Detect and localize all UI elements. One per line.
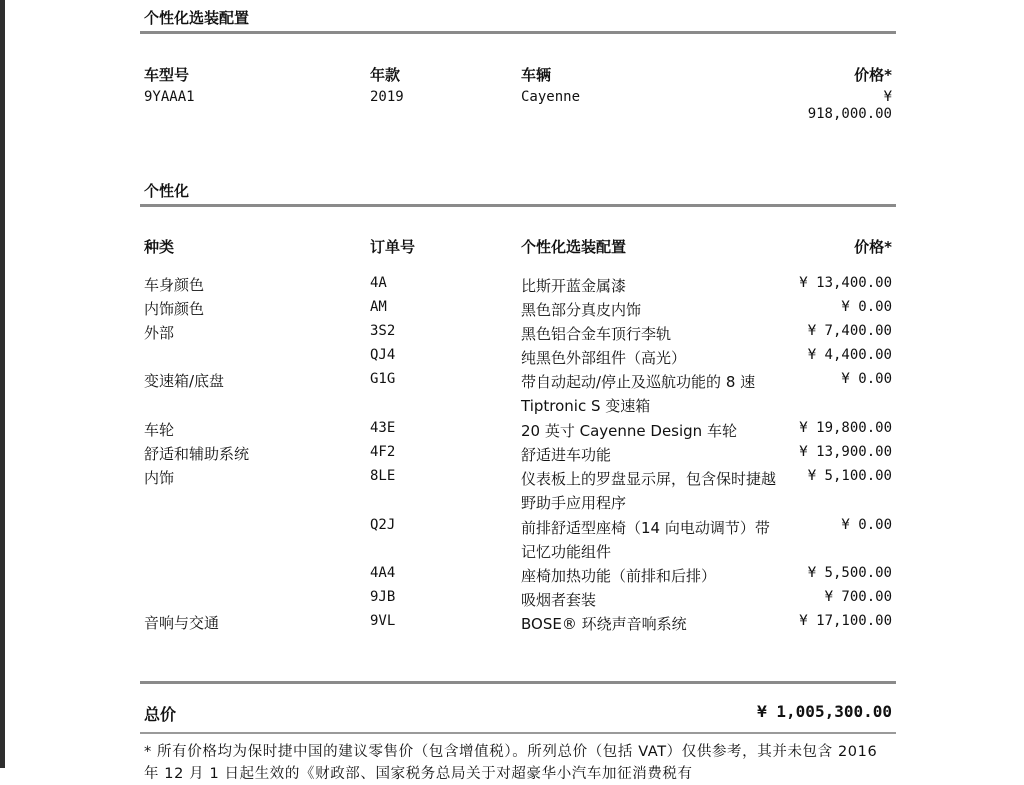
vehicle-value: Cayenne bbox=[521, 89, 581, 105]
row-code: 3S2 bbox=[370, 323, 396, 339]
row-category: 变速箱/底盘 bbox=[144, 372, 225, 390]
row-option: 吸烟者套装 bbox=[521, 591, 597, 609]
table-row bbox=[140, 588, 896, 612]
row-option: BOSE® 环绕声音响系统 bbox=[521, 615, 687, 633]
left-window-border bbox=[0, 0, 5, 768]
total-value: ¥ 1,005,300.00 bbox=[757, 702, 892, 721]
footnote: * 所有价格均为保时捷中国的建议零售价（包含增值税）。所列总价（包括 VAT）仅供参考，其并未包含 2016 年 12 月 1 日起生效的《财政部、国家税务总局关于对超豪华小汽车加征消费税有 bbox=[144, 744, 878, 782]
table-row bbox=[140, 274, 896, 298]
base-price-value: 918,000.00 bbox=[807, 106, 892, 122]
configuration-document bbox=[140, 0, 896, 782]
total-divider-bottom bbox=[140, 732, 896, 734]
row-option: 座椅加热功能（前排和后排） bbox=[521, 567, 717, 585]
row-option: 带自动起动/停止及巡航功能的 8 速 Tiptronic S 变速箱 bbox=[521, 373, 756, 415]
row-category: 外部 bbox=[144, 324, 175, 342]
row-code: 8LE bbox=[370, 468, 396, 484]
row-price: ¥ 13,400.00 bbox=[799, 275, 892, 291]
row-price: ¥ 5,500.00 bbox=[807, 565, 892, 581]
table-row bbox=[140, 516, 896, 564]
section-divider bbox=[140, 31, 896, 34]
row-price: ¥ 4,400.00 bbox=[807, 347, 892, 363]
total-label: 总价 bbox=[144, 705, 177, 724]
row-category: 内饰 bbox=[144, 469, 175, 487]
table-row bbox=[140, 346, 896, 370]
table-row bbox=[140, 612, 896, 636]
row-price: ¥ 13,900.00 bbox=[799, 444, 892, 460]
row-code: 4A bbox=[370, 275, 387, 291]
row-price: ¥ 5,100.00 bbox=[807, 468, 892, 484]
year-value: 2019 bbox=[370, 89, 404, 105]
table-row bbox=[140, 298, 896, 322]
row-category: 舒适和辅助系统 bbox=[144, 445, 250, 463]
row-code: AM bbox=[370, 299, 387, 315]
table-row bbox=[140, 322, 896, 346]
row-option: 黑色铝合金车顶行李轨 bbox=[521, 325, 672, 343]
row-price: ¥ 17,100.00 bbox=[799, 613, 892, 629]
row-option: 黑色部分真皮内饰 bbox=[521, 301, 642, 319]
row-code: 9VL bbox=[370, 613, 396, 629]
row-option: 前排舒适型座椅（14 向电动调节）带记忆功能组件 bbox=[521, 519, 770, 561]
row-option: 20 英寸 Cayenne Design 车轮 bbox=[521, 422, 737, 440]
table-row bbox=[140, 419, 896, 443]
section-title-personalized-options: 个性化选装配置 bbox=[144, 9, 250, 27]
row-code: QJ4 bbox=[370, 347, 396, 363]
row-option: 舒适进车功能 bbox=[521, 446, 612, 464]
row-price: ¥ 700.00 bbox=[824, 589, 892, 605]
section-title-personalization: 个性化 bbox=[144, 182, 190, 200]
row-code: Q2J bbox=[370, 517, 396, 533]
row-code: 9JB bbox=[370, 589, 396, 605]
model-code-value: 9YAAA1 bbox=[144, 89, 195, 105]
row-option: 比斯开蓝金属漆 bbox=[521, 277, 627, 295]
base-price-currency: ¥ bbox=[883, 89, 892, 105]
row-option: 纯黑色外部组件（高光） bbox=[521, 349, 687, 367]
row-price: ¥ 0.00 bbox=[841, 371, 892, 387]
header-vehicle: 车辆 bbox=[521, 66, 552, 84]
table-row bbox=[140, 467, 896, 515]
row-code: 43E bbox=[370, 420, 396, 436]
row-category: 音响与交通 bbox=[144, 614, 220, 632]
table-row bbox=[140, 564, 896, 588]
header-year: 年款 bbox=[370, 66, 401, 84]
header-category: 种类 bbox=[144, 238, 175, 256]
header-option-price: 价格* bbox=[854, 238, 892, 256]
header-model-code: 车型号 bbox=[144, 66, 190, 84]
total-divider bbox=[140, 681, 896, 684]
row-price: ¥ 7,400.00 bbox=[807, 323, 892, 339]
header-option: 个性化选装配置 bbox=[521, 238, 627, 256]
row-code: G1G bbox=[370, 371, 396, 387]
header-price: 价格* bbox=[854, 66, 892, 84]
header-order-number: 订单号 bbox=[370, 238, 416, 256]
row-code: 4F2 bbox=[370, 444, 396, 460]
row-code: 4A4 bbox=[370, 565, 396, 581]
table-row bbox=[140, 370, 896, 418]
section-divider bbox=[140, 204, 896, 207]
row-price: ¥ 0.00 bbox=[841, 299, 892, 315]
row-category: 车身颜色 bbox=[144, 276, 205, 294]
table-row bbox=[140, 443, 896, 467]
row-price: ¥ 19,800.00 bbox=[799, 420, 892, 436]
row-category: 车轮 bbox=[144, 421, 175, 439]
row-category: 内饰颜色 bbox=[144, 300, 205, 318]
row-price: ¥ 0.00 bbox=[841, 517, 892, 533]
row-option: 仪表板上的罗盘显示屏，包含保时捷越野助手应用程序 bbox=[521, 470, 777, 512]
